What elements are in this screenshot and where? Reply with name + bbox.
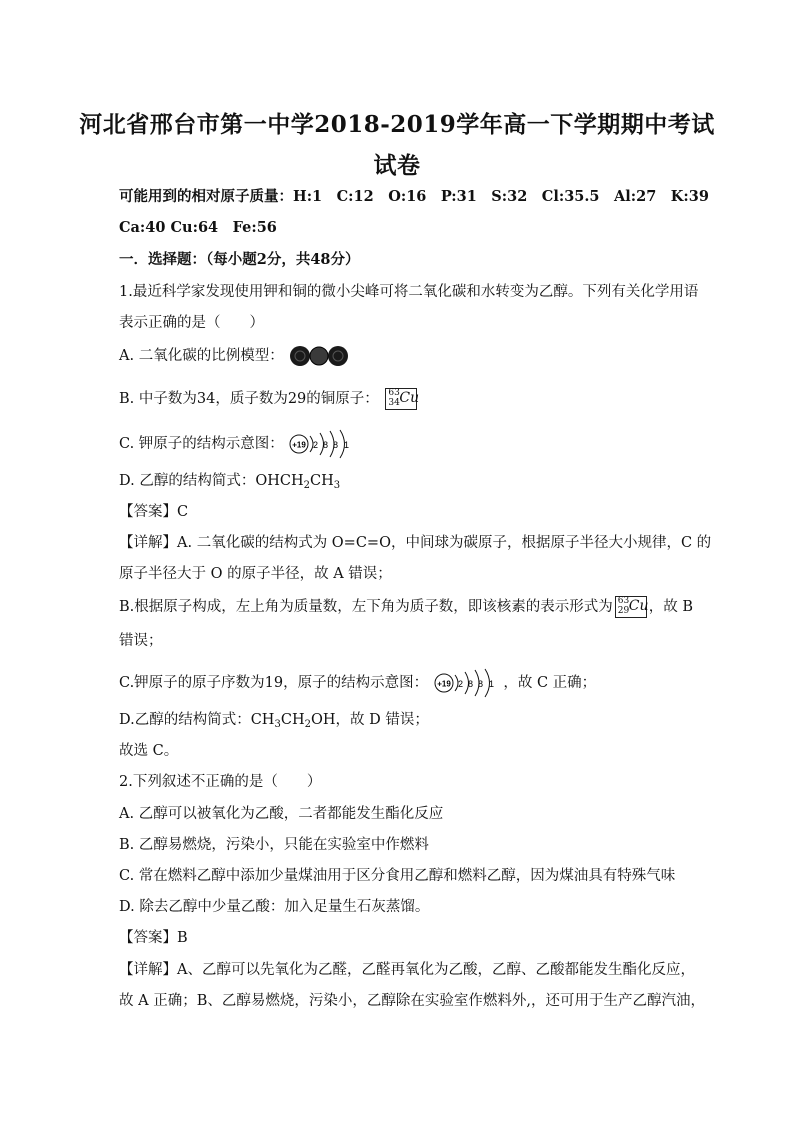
q1-option-c (119, 428, 354, 460)
electron-shell-count: 2 (457, 679, 463, 689)
q1-explanation-d (119, 708, 429, 730)
copper-isotope-correct-notation (615, 596, 647, 618)
isotope-mass-number: 63 (388, 388, 400, 398)
q2-answer: 【答案】B (119, 930, 188, 946)
subscript: 2 (303, 480, 310, 491)
q1-explanation-b1-tail: ，故 B (648, 599, 694, 615)
q1-explanation-c-tail: ，故 C 正确； (503, 675, 597, 691)
q1-explanation-b2: 错误； (119, 633, 163, 649)
q1-explanation-c (119, 667, 596, 699)
formula-part: CH (309, 473, 334, 489)
q1-explanation-b1 (119, 595, 693, 618)
q1-option-b (119, 387, 419, 410)
q2-explanation-line2: 故 A 正确；B、乙醇易燃烧，污染小，乙醇除在实验室作燃料外,，还可用于生产乙醇汽油， (119, 993, 705, 1009)
electron-shell-count: 1 (488, 679, 494, 689)
q2-stem: 2.下列叙述不正确的是（ ） (119, 774, 322, 790)
subscript: 2 (304, 719, 311, 730)
q1-option-a (119, 344, 350, 367)
q1-option-d-text: D. 乙醇的结构简式：OHCH (119, 473, 304, 489)
q2-explanation-line1: 【详解】A、乙醇可以先氧化为乙醛，乙醛再氧化为乙酸，乙醇、乙酸都能发生酯化反应， (119, 962, 695, 978)
subscript: 3 (333, 480, 341, 491)
atomic-masses-line1: 可能用到的相对原子质量：H:1 C:12 O:16 P:31 S:32 Cl:35.5 Al:27 K:39 (119, 188, 709, 205)
isotope-symbol: Cu (628, 598, 649, 614)
q1-explanation-d-tail: OH，故 D 错误； (310, 712, 429, 728)
document-title-line1: 河北省邢台市第一中学2018-2019学年高一下学期期中考试 (79, 111, 715, 138)
formula-part: CH (280, 712, 305, 728)
isotope-proton-number: 34 (388, 398, 400, 408)
q1-explanation-b1-text: B.根据原子构成，左上角为质量数，左下角为质子数，即该核素的表示形式为 (119, 599, 613, 615)
q1-explanation-c-text: C.钾原子的原子序数为19，原子的结构示意图： (119, 675, 429, 691)
electron-shell-count: 8 (323, 440, 329, 450)
electron-shell-count: 2 (313, 440, 319, 450)
q1-answer: 【答案】C (119, 504, 189, 520)
q2-option-b: B. 乙醇易燃烧，污染小，只能在实验室中作燃料 (119, 837, 429, 853)
isotope-mass-number: 63 (617, 596, 630, 606)
electron-shell-count: 8 (477, 679, 483, 689)
q2-option-d: D. 除去乙醇中少量乙酸：加入足量生石灰蒸馏。 (119, 899, 430, 915)
copper-isotope-notation (385, 388, 420, 410)
nucleus-charge-label: +19 (436, 679, 451, 689)
q1-option-c-text: C. 钾原子的结构示意图： (119, 436, 284, 452)
q1-explanation-d-text: D.乙醇的结构简式：CH (119, 712, 275, 728)
electron-shell-count: 8 (467, 679, 473, 689)
q2-option-c: C. 常在燃料乙醇中添加少量煤油用于区分食用乙醇和燃料乙醇，因为煤油具有特殊气味 (119, 868, 676, 884)
q1-stem-line2: 表示正确的是（ ） (119, 315, 264, 331)
q1-option-b-text: B. 中子数为34，质子数为29的铜原子： (119, 391, 379, 407)
co2-space-filling-model-icon (288, 345, 350, 367)
potassium-atom-structure-icon (288, 428, 354, 460)
q1-stem-line1: 1.最近科学家发现使用钾和铜的微小尖峰可将二氧化碳和水转变为乙醇。下列有关化学用语 (119, 284, 699, 300)
subscript: 3 (274, 719, 281, 730)
section-heading: 一．选择题：（每小题2分，共48分） (119, 251, 360, 268)
q1-conclusion: 故选 C。 (119, 743, 179, 759)
electron-shell-count: 8 (333, 440, 339, 450)
potassium-atom-structure-icon (433, 667, 499, 699)
document-title-line2: 试卷 (373, 152, 421, 179)
isotope-symbol: Cu (399, 390, 420, 406)
nucleus-charge-label: +19 (292, 440, 307, 450)
q2-option-a: A. 乙醇可以被氧化为乙酸，二者都能发生酯化反应 (119, 806, 444, 822)
isotope-proton-number: 29 (617, 606, 630, 616)
q1-option-d (119, 469, 340, 491)
atomic-masses-line2: Ca:40 Cu:64 Fe:56 (119, 219, 277, 236)
q1-explanation-a2: 原子半径大于 O 的原子半径，故 A 错误； (119, 566, 392, 582)
q1-option-a-text: A. 二氧化碳的比例模型： (119, 348, 284, 364)
electron-shell-count: 1 (344, 440, 350, 450)
q1-explanation-a1: 【详解】A. 二氧化碳的结构式为 O=C=O，中间球为碳原子，根据原子半径大小规律，C 的 (119, 535, 712, 551)
